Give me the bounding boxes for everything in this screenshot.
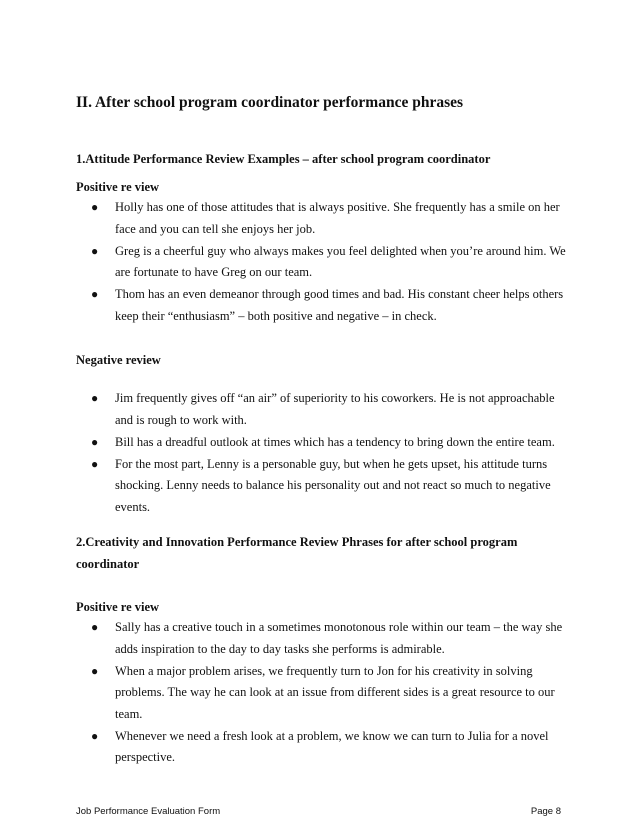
footer-form-name: Job Performance Evaluation Form: [76, 806, 221, 817]
list-item: [76, 726, 566, 769]
list-item: [76, 388, 566, 431]
footer-page-number: Page 8: [530, 806, 561, 817]
list-item-text: Thom has an even demeanor through good times and bad. His constant cheer helps others keep their “enthusiasm” – both positive and negative – in check.: [115, 287, 564, 323]
page-title: II. After school program coordinator performance phrases: [76, 94, 464, 111]
list-item-text: Holly has one of those attitudes that is always positive. She frequently has a smile on her face and you can tell she enjoys her job.: [115, 200, 560, 236]
list-item: [76, 197, 566, 240]
list-item: [76, 617, 566, 660]
section-1-heading: 1.Attitude Performance Review Examples – after school program coordinator: [76, 152, 491, 166]
list-item: [76, 661, 566, 726]
bullet-icon: ●: [91, 620, 99, 634]
bullet-icon: ●: [91, 200, 99, 214]
list-item-text: Sally has a creative touch in a sometimes monotonous role within our team – the way she adds inspiration to the day to day tasks she performs is admirable.: [115, 620, 563, 656]
bullet-icon: ●: [91, 287, 99, 301]
list-item-text: For the most part, Lenny is a personable guy, but when he gets upset, his attitude turns shocking. Lenny needs to balance his personality out and not react so much to negative events.: [115, 456, 551, 514]
bullet-icon: ●: [91, 243, 99, 258]
section-1-positive-list: [76, 197, 566, 328]
bullet-icon: ●: [91, 663, 99, 678]
list-item-text: When a major problem arises, we frequently turn to Jon for his creativity in solving problems. The way he can look at an issue from different sides is a great resource to our team.: [115, 663, 555, 721]
section-2-heading-line-2: coordinator: [76, 557, 140, 571]
list-item-text: Whenever we need a fresh look at a problem, we know we can turn to Julia for a novel perspective.: [115, 728, 549, 764]
list-item: [76, 432, 566, 454]
list-item: [76, 284, 566, 327]
section-1-negative-list: [76, 388, 566, 519]
bullet-icon: ●: [91, 456, 99, 471]
bullet-icon: ●: [91, 434, 99, 449]
section-1-negative-label: Negative review: [76, 353, 161, 367]
list-item-text: Jim frequently gives off “an air” of superiority to his coworkers. He is not approachable and is rough to work with.: [115, 391, 555, 427]
section-2-positive-list: [76, 617, 566, 769]
list-item: [76, 454, 566, 519]
section-1-positive-label: Positive re view: [76, 180, 160, 194]
bullet-icon: ●: [91, 391, 99, 405]
list-item-text: Greg is a cheerful guy who always makes you feel delighted when you’re around him. We are fortunate to have Greg on our team.: [115, 243, 566, 279]
section-2-positive-label: Positive re view: [76, 600, 160, 614]
section-2-heading-line-1: 2.Creativity and Innovation Performance Review Phrases for after school program: [76, 535, 518, 549]
bullet-icon: ●: [91, 728, 99, 743]
list-item: [76, 241, 566, 284]
list-item-text: Bill has a dreadful outlook at times which has a tendency to bring down the entire team.: [115, 434, 555, 449]
